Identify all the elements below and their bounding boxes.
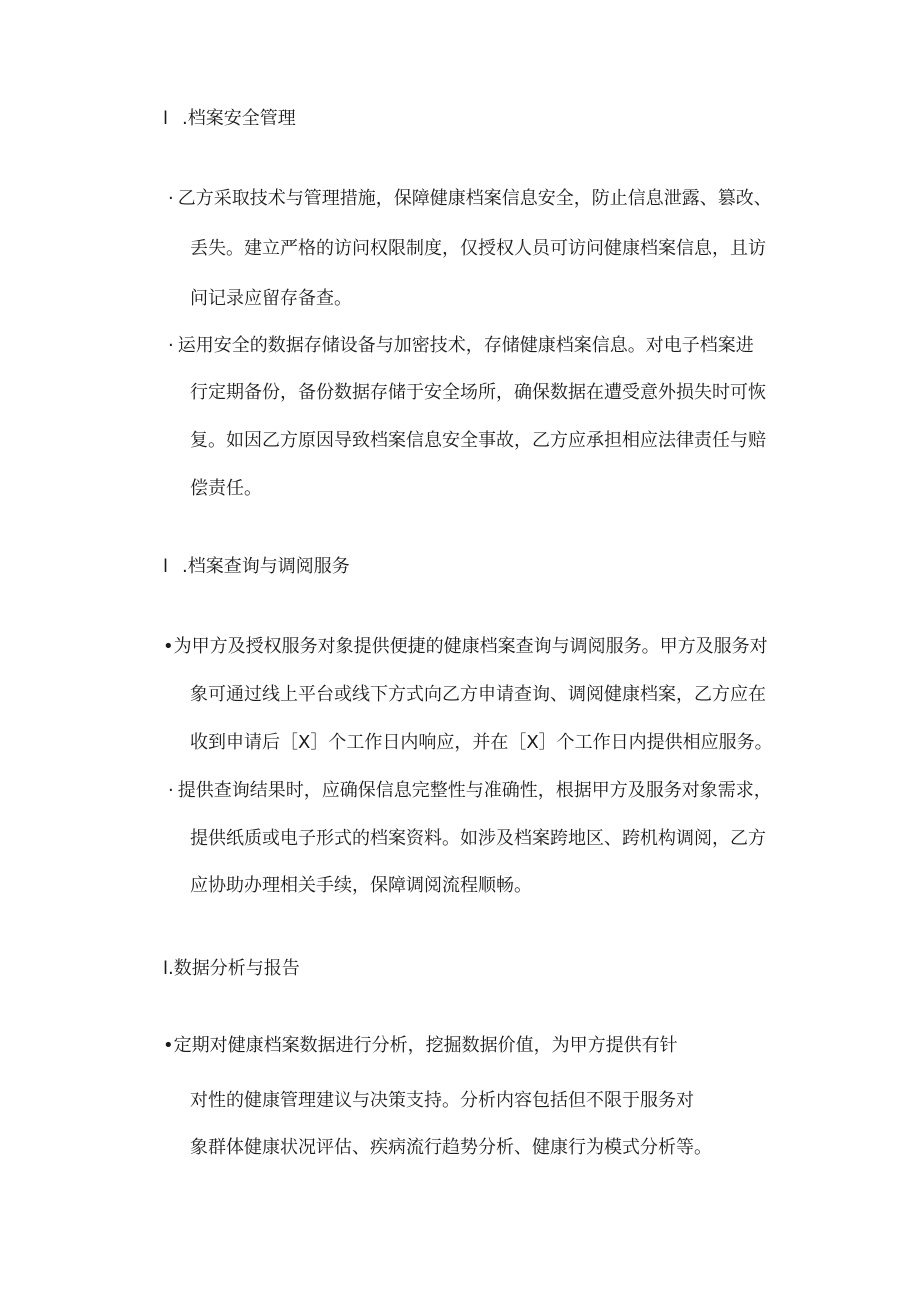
paragraph-line	[163, 1033, 678, 1059]
paragraph-line	[168, 333, 754, 359]
paragraph-line	[163, 634, 768, 660]
paragraph-text: 提供纸质或电子形式的档案资料。如涉及档案跨地区、跨机构调阅，乙方	[190, 828, 766, 849]
paragraph-line	[190, 1135, 712, 1161]
paragraph-line	[168, 186, 772, 212]
bullet-marker: •	[163, 636, 174, 657]
paragraph-text: 定期对健康档案数据进行分析，挖掘数据价值，为甲方提供有针	[173, 1035, 678, 1056]
paragraph-text: 行定期备份，备份数据存储于安全场所，确保数据在遭受意外损失时可恢	[190, 382, 766, 403]
paragraph-line	[190, 476, 262, 502]
paragraph-line	[190, 873, 532, 899]
paragraph-line	[190, 380, 766, 406]
bullet-marker: •	[163, 1035, 174, 1056]
section-title: .档案查询与调阅服务	[182, 556, 350, 577]
section-title: .档案安全管理	[182, 108, 296, 129]
paragraph-text: 收到申请后［X］个工作日内响应，并在［X］个工作日内提供相应服务。	[190, 732, 773, 753]
section-title: .数据分析与报告	[168, 958, 300, 979]
paragraph-line	[190, 682, 766, 708]
section-number: l	[163, 556, 169, 577]
paragraph-text: 应协助办理相关手续，保障调阅流程顺畅。	[190, 875, 532, 896]
paragraph-text: 偿责任。	[190, 478, 262, 499]
section-heading-archive-security	[163, 107, 296, 131]
paragraph-text: 丢失。建立严格的访问权限制度，仅授权人员可访问健康档案信息，且访	[190, 238, 766, 259]
paragraph-line	[168, 778, 772, 804]
paragraph-text: 乙方采取技术与管理措施，保障健康档案信息安全，防止信息泄露、篡改、	[177, 188, 772, 209]
bullet-marker: ·	[168, 335, 174, 356]
paragraph-line	[190, 730, 773, 756]
paragraph-text: 象群体健康状况评估、疾病流行趋势分析、健康行为模式分析等。	[190, 1137, 712, 1158]
paragraph-line	[190, 236, 766, 262]
bullet-marker: ·	[168, 188, 174, 209]
section-heading-archive-query	[163, 555, 350, 579]
paragraph-text: 运用安全的数据存储设备与加密技术，存储健康档案信息。对电子档案进	[177, 335, 754, 356]
section-heading-data-analysis	[163, 957, 300, 981]
bullet-marker: ·	[168, 780, 174, 801]
paragraph-text: 对性的健康管理建议与决策支持。分析内容包括但不限于服务对	[190, 1090, 694, 1111]
paragraph-line	[190, 286, 352, 312]
paragraph-line	[190, 826, 766, 852]
paragraph-line	[190, 1088, 694, 1114]
paragraph-text: 为甲方及授权服务对象提供便捷的健康档案查询与调阅服务。甲方及服务对	[173, 636, 768, 657]
paragraph-text: 问记录应留存备查。	[190, 288, 352, 309]
paragraph-line	[190, 428, 766, 454]
section-number: l	[163, 958, 169, 979]
section-number: l	[163, 108, 169, 129]
paragraph-text: 象可通过线上平台或线下方式向乙方申请查询、调阅健康档案，乙方应在	[190, 684, 766, 705]
paragraph-text: 复。如因乙方原因导致档案信息安全事故，乙方应承担相应法律责任与赔	[190, 430, 766, 451]
paragraph-text: 提供查询结果时，应确保信息完整性与准确性，根据甲方及服务对象需求，	[177, 780, 772, 801]
